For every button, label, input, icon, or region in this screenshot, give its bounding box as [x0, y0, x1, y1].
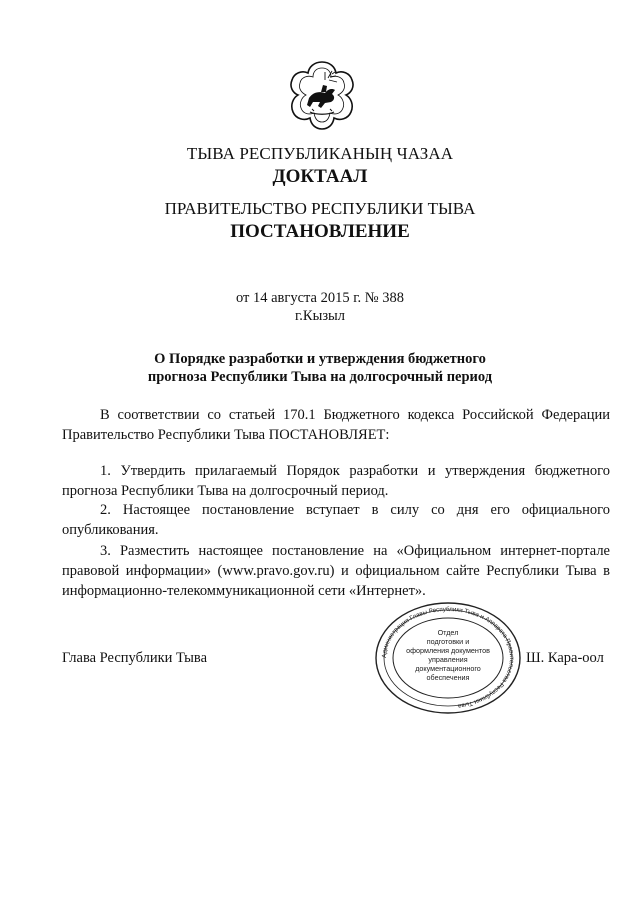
document-date-number: от 14 августа 2015 г. № 388 — [235, 290, 405, 306]
tuva-coat-of-arms-icon — [285, 58, 359, 132]
header-government-line: ПРАВИТЕЛЬСТВО РЕСПУБЛИКИ ТЫВА — [164, 199, 476, 218]
clause-3-paragraph — [62, 541, 610, 601]
stamp-inner-line-1: Отдел — [437, 628, 459, 637]
stamp-inner-line-3: оформления документов — [406, 646, 490, 655]
document-title-line-1: О Порядке разработки и утверждения бюджетного — [154, 351, 486, 367]
header-doktaal: ДОКТААЛ — [272, 166, 368, 187]
clause-2-paragraph — [62, 500, 610, 540]
stamp-inner-line-6: обеспечения — [426, 673, 470, 682]
header-resolution: ПОСТАНОВЛЕНИЕ — [230, 221, 410, 242]
clause-2-text: 2. Настоящее постановление вступает в силу со дня его официального опубликования. — [62, 502, 610, 538]
stamp-outer-text: Администрация Главы Республики Тыва и Аппарата Правительства Республики Тыва — [380, 605, 516, 710]
stamp-inner-line-2: подготовки и — [426, 637, 470, 646]
header-republic-line: ТЫВА РЕСПУБЛИКАНЫҢ ЧАЗАА — [186, 144, 454, 163]
signatory-position: Глава Республики Тыва — [62, 650, 208, 666]
signatory-name: Ш. Кара-оол — [526, 650, 604, 666]
document-city: г.Кызыл — [294, 308, 346, 324]
clause-1-text: 1. Утвердить прилагаемый Порядок разработки и утверждения бюджетного прогноза Республики Тыва на долгосрочный период. — [62, 463, 610, 499]
clause-1-paragraph — [62, 461, 610, 501]
official-stamp — [374, 601, 522, 715]
document-title — [0, 350, 640, 386]
preamble-text: В соответствии со статьей 170.1 Бюджетного кодекса Российской Федерации Правительство Республики Тыва ПОСТАНОВЛЯЕТ: — [62, 407, 610, 443]
clause-3-text: 3. Разместить настоящее постановление на «Официальном интернет-портале правовой информации» (www.pravo.gov.ru) и официальном сайте Республики Тыва в информационно-телекоммуникационной сети «Интернет». — [62, 543, 610, 599]
stamp-inner-line-5: документационного — [415, 664, 481, 673]
document-title-line-2: прогноза Республики Тыва на долгосрочный период — [147, 369, 493, 385]
stamp-inner-line-4: управления — [428, 655, 468, 664]
preamble-paragraph — [62, 405, 610, 445]
